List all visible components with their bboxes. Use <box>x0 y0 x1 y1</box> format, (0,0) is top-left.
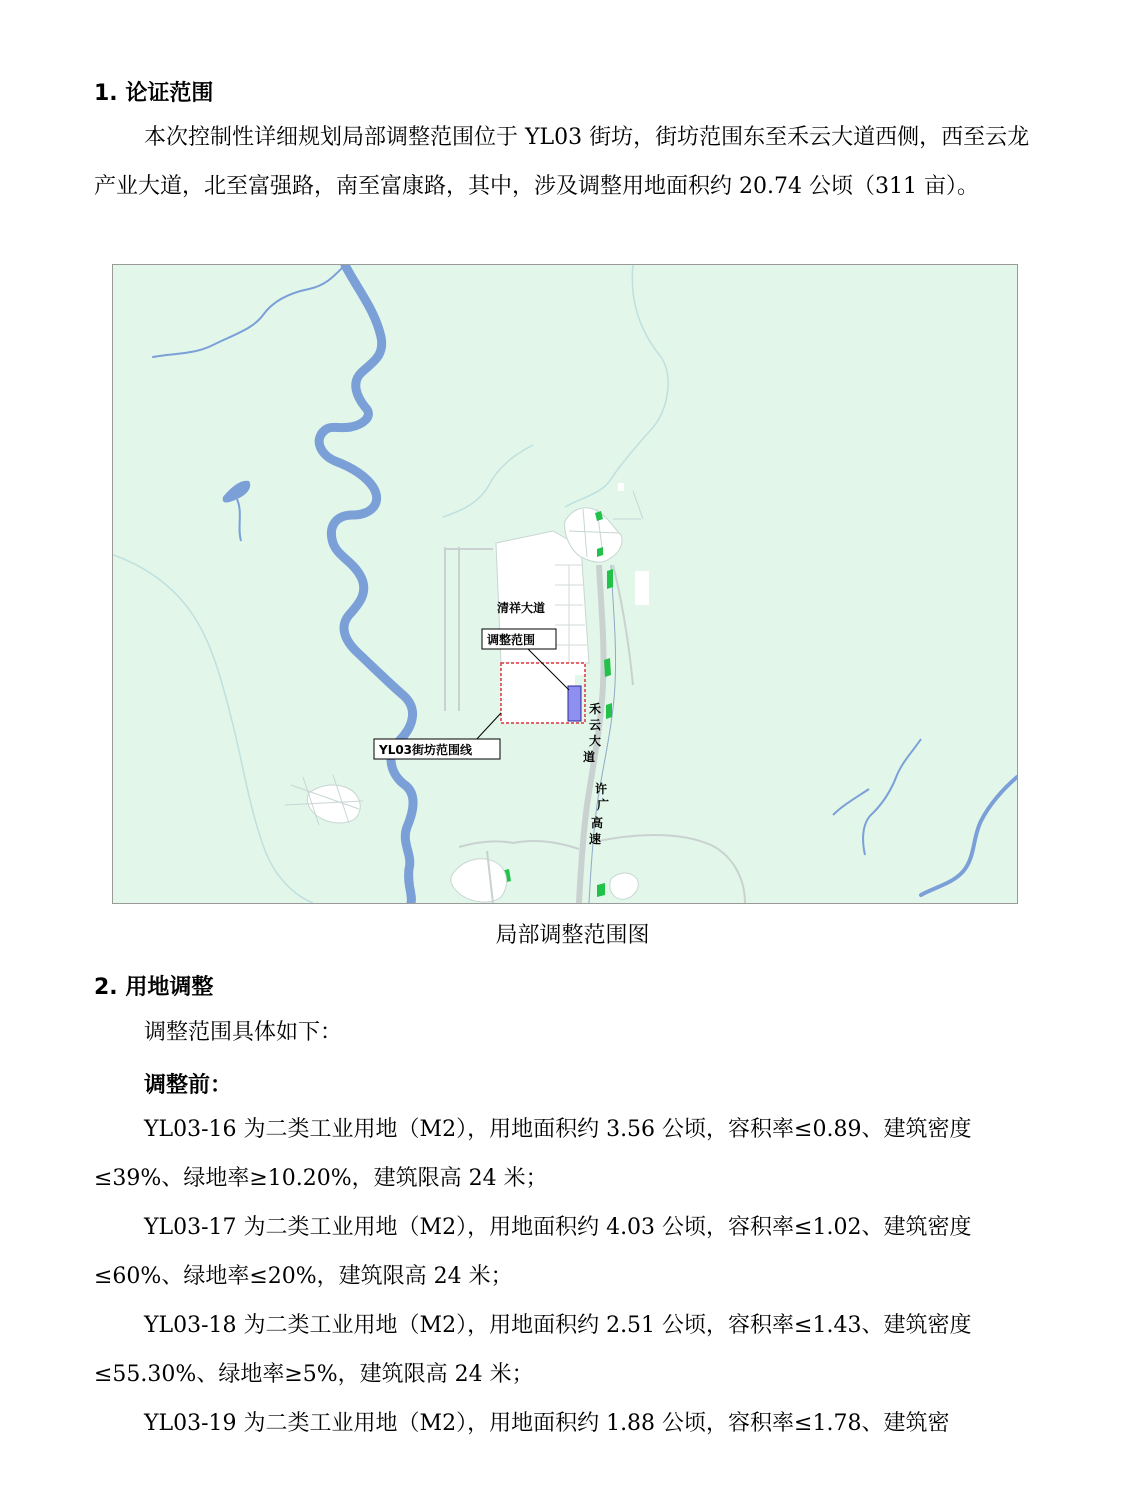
label-xuguang-2: 广 <box>597 798 610 812</box>
adjustment-range-map <box>112 264 1018 904</box>
label-adjust-range: 调整范围 <box>487 633 536 647</box>
label-heyun-1: 禾 <box>589 702 602 716</box>
label-xuguang-1: 许 <box>595 782 608 796</box>
label-xuguang-4: 速 <box>589 832 602 846</box>
before-adjustment-subheading: 调整前： <box>144 1073 233 1098</box>
park-8 <box>597 883 605 897</box>
adjustment-range-polygon <box>568 686 581 721</box>
parcel-yl03-17: YL03-17 为二类工业用地（M2），用地面积约 4.03 公顷，容积率≤1.02、建筑密度≤60%、绿地率≤20%，建筑限高 24 米； <box>94 1215 972 1289</box>
east-white-parcel <box>635 571 649 605</box>
parcel-yl03-18: YL03-18 为二类工业用地（M2），用地面积约 2.51 公顷，容积率≤1.43、建筑密度≤55.30%、绿地率≥5%，建筑限高 24 米； <box>94 1313 972 1387</box>
map-caption: 局部调整范围图 <box>495 923 650 948</box>
label-heyun-2: 云 <box>589 718 602 732</box>
park-2 <box>607 569 613 589</box>
section-1-heading: 1. 论证范围 <box>94 81 214 106</box>
parcel-yl03-19: YL03-19 为二类工业用地（M2），用地面积约 1.88 公顷，容积率≤1.78、建筑密 <box>144 1411 950 1436</box>
section-2-intro: 调整范围具体如下： <box>144 1020 343 1045</box>
section-2-heading: 2. 用地调整 <box>94 975 214 1000</box>
label-block-line: YL03街坊范围线 <box>379 743 473 757</box>
park-5 <box>606 703 612 719</box>
label-qingxiang-avenue: 清祥大道 <box>497 601 546 615</box>
label-heyun-3: 大 <box>589 734 602 748</box>
label-heyun-4: 道 <box>583 750 596 764</box>
park-4 <box>604 658 611 677</box>
label-xuguang-3: 高 <box>591 816 604 830</box>
parcel-yl03-16: YL03-16 为二类工业用地（M2），用地面积约 3.56 公顷，容积率≤0.89、建筑密度≤39%、绿地率≥10.20%，建筑限高 24 米； <box>94 1117 972 1191</box>
tiny-parcel <box>618 483 624 491</box>
section-1-paragraph: 本次控制性详细规划局部调整范围位于 YL03 街坊，街坊范围东至禾云大道西侧，西至云龙产业大道，北至富强路，南至富康路，其中，涉及调整用地面积约 20.74 公顷（311 亩）。 <box>94 125 1030 199</box>
